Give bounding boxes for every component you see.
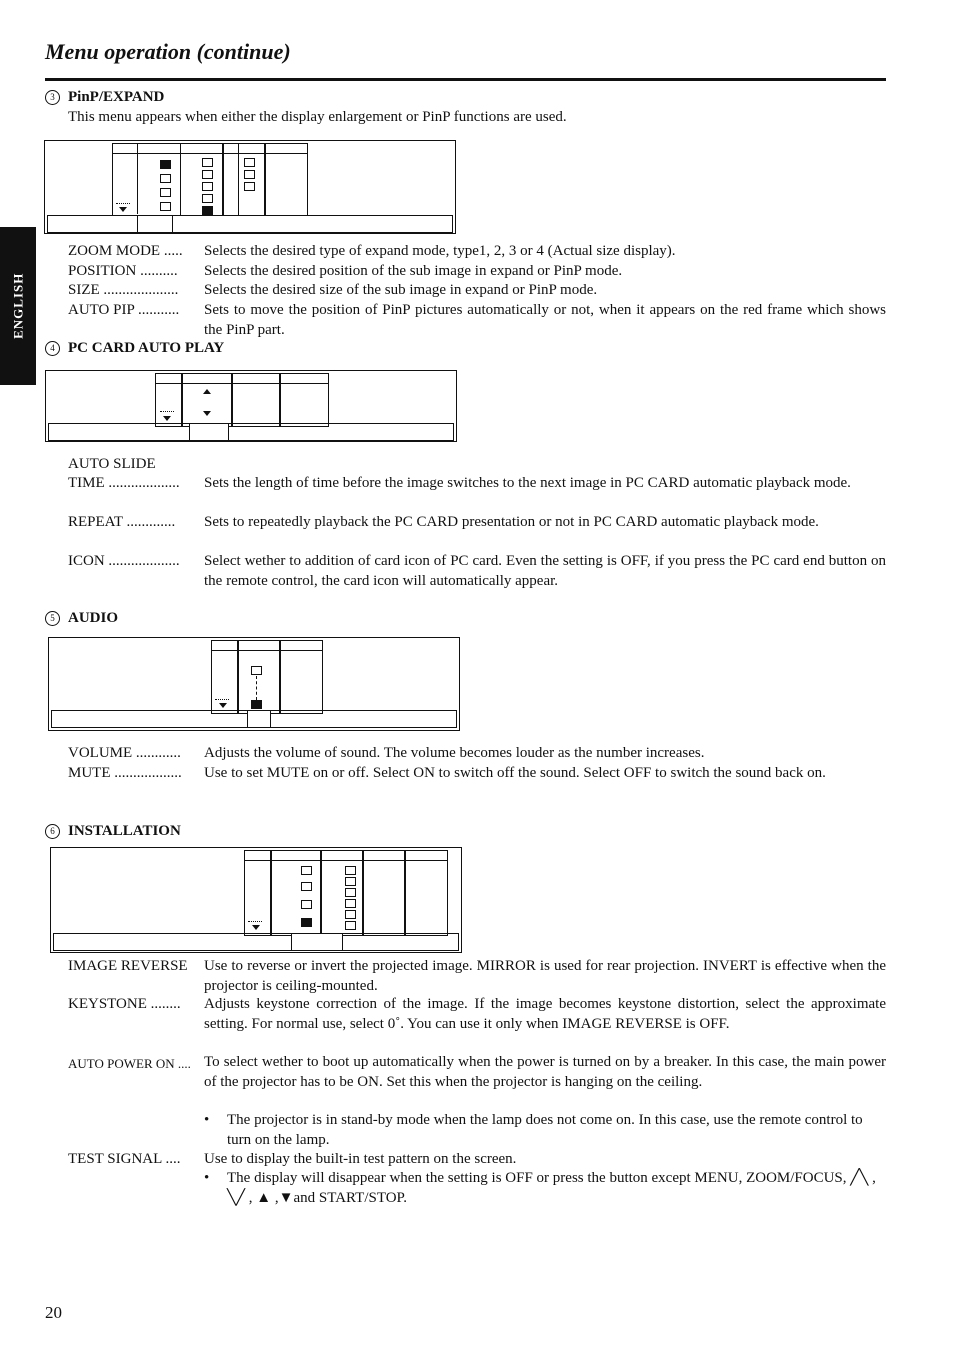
column-header-line [363,860,405,861]
term-mute: MUTE .................. [68,765,182,781]
column-header-line [182,383,232,384]
definition-icon: Select wether to addition of card icon of PC card. Even the setting is OFF, if you press the PC card end button on the remote control, the card icon will automatically appear. [204,553,886,589]
option-icon [202,206,213,215]
test-signal-icon [301,918,312,927]
section-title-text: INSTALLATION [68,823,181,839]
term-icon: ICON ................... [68,553,180,569]
term-time: TIME ................... [68,475,180,491]
column-header-line [321,860,363,861]
arrow-down-icon [163,416,171,421]
term-zoom-mode: ZOOM MODE ..... [68,243,183,259]
option-icon [244,170,255,179]
option-icon [202,182,213,191]
image-reverse-icon [301,866,312,875]
term-auto-pip: AUTO PIP ........... [68,302,180,318]
menu-tab-highlight [137,215,173,233]
term-test-signal: TEST SIGNAL .... [68,1151,181,1167]
menu-column [222,143,266,216]
zoom-mode-icon [160,160,171,169]
term-volume: VOLUME ............ [68,745,181,761]
option-icon [202,158,213,167]
audio-menu-diagram [48,637,460,731]
menu-tab-highlight [189,423,229,441]
connector-line [256,676,257,700]
mute-icon [251,700,262,709]
term-auto-slide: AUTO SLIDE [68,456,156,472]
menu-status-bar [53,933,459,951]
section-title-text: AUDIO [68,610,119,626]
definition-volume: Adjusts the volume of sound. The volume becomes louder as the number increases. [204,745,705,761]
definition-test-signal: Use to display the built-in test pattern on the screen. [204,1151,517,1167]
menu-column [270,850,322,936]
section-description: This menu appears when either the display enlargement or PinP functions are used. [68,109,567,125]
page-title: Menu operation (continue) [45,39,291,64]
term-auto-power-on: AUTO POWER ON .... [68,1056,191,1071]
definition-repeat: Sets to repeatedly playback the PC CARD presentation or not in PC CARD automatic playback mode. [204,514,819,530]
page-number: 20 [45,1303,62,1322]
column-header-line [238,650,280,651]
menu-column [231,373,281,427]
column-header-line [181,153,223,154]
option-icon [345,866,356,875]
definition-time: Sets the length of time before the image switches to the next image in PC CARD automatic playback mode. [204,475,851,491]
option-icon [345,888,356,897]
volume-icon [251,666,262,675]
definition-mute: Use to set MUTE on or off. Select ON to switch off the sound. Select OFF to switch the sound back on. [204,765,826,781]
menu-status-bar [47,215,453,233]
section-number: 5 [45,611,60,626]
menu-bar-icon [215,699,229,700]
menu-column [320,850,364,936]
term-size: SIZE .................... [68,282,179,298]
section-title-pinp-expand [45,88,164,108]
menu-bar-icon [116,203,130,204]
pc-card-menu-diagram [45,370,457,442]
column-header-line [265,153,307,154]
menu-tab-highlight [247,710,271,728]
definition-zoom-mode: Selects the desired type of expand mode, type1, 2, 3 or 4 (Actual size display). [204,243,676,259]
note-display-disappear: The display will disappear when the setting is OFF or press the button except MENU, ZOOM/FOCUS, ╱╲ , ╲╱ , ▲ ,▼and START/STOP. [227,1170,876,1206]
menu-column [181,373,233,427]
arrow-up-icon [203,389,211,394]
column-header-line [280,383,328,384]
section-title-audio [45,609,118,629]
header-rule [45,78,886,81]
term-keystone: KEYSTONE ........ [68,996,181,1012]
column-header-line [223,153,265,154]
option-icon [345,877,356,886]
menu-bar-icon [160,411,174,412]
option-icon [202,194,213,203]
bullet-mark: • [204,1170,210,1186]
definition-auto-pip: Sets to move the position of PinP pictures automatically or not, when it appears on the red frame which shows the PinP part. [204,302,886,338]
column-header-line [232,383,280,384]
bullet-mark: • [204,1112,210,1128]
divider [137,143,138,214]
section-title-pc-card [45,339,224,359]
note-lamp-standby: The projector is in stand-by mode when the lamp does not come on. In this case, use the remote control to turn on the lamp. [227,1112,863,1148]
keystone-icon [301,882,312,891]
option-icon [244,158,255,167]
menu-column [279,373,329,427]
menu-column [362,850,406,936]
definition-size: Selects the desired size of the sub image in expand or PinP mode. [204,282,598,298]
arrow-down-icon [219,703,227,708]
option-icon [345,910,356,919]
section-title-text: PinP/EXPAND [68,89,165,105]
menu-column [244,850,272,936]
section-title-installation [45,822,181,842]
section-number: 6 [45,824,60,839]
menu-tab-highlight [291,933,343,951]
section-number: 4 [45,341,60,356]
menu-column [404,850,448,936]
column-header-line [271,860,321,861]
column-header-line [212,650,238,651]
size-icon [160,188,171,197]
definition-keystone: Adjusts keystone correction of the image. If the image becomes keystone distortion, select the approximate setting. For normal use, select 0˚. You can use it only when IMAGE REVERSE is OFF. [204,996,886,1032]
option-icon [202,170,213,179]
auto-pip-icon [160,202,171,211]
option-icon [244,182,255,191]
column-header-line [280,650,322,651]
term-image-reverse: IMAGE REVERSE [68,958,188,974]
definition-image-reverse: Use to reverse or invert the projected image. MIRROR is used for rear projection. INVERT is effective when the projector is ceiling-mounted. [204,958,886,994]
pinp-expand-menu-diagram [44,140,456,234]
menu-column [264,143,308,216]
definition-position: Selects the desired position of the sub image in expand or PinP mode. [204,263,623,279]
arrow-down-icon [252,925,260,930]
option-icon [345,899,356,908]
term-repeat: REPEAT ............. [68,514,176,530]
arrow-down-icon [119,207,127,212]
column-header-line [405,860,447,861]
arrow-down-icon [203,411,211,416]
column-header-line [156,383,182,384]
section-number: 3 [45,90,60,105]
definition-auto-power-on: To select wether to boot up automatically when the power is turned on by a breaker. In this case, the main power of the projector has to be ON. Set this when the projector is hanging on the ceiling. [204,1054,886,1090]
language-tab-label: ENGLISH [10,272,26,340]
column-header-line [245,860,271,861]
language-tab [0,227,36,385]
menu-column [279,640,323,714]
section-title-text: PC CARD AUTO PLAY [68,340,225,356]
option-icon [345,921,356,930]
installation-menu-diagram [50,847,462,953]
position-icon [160,174,171,183]
auto-power-on-icon [301,900,312,909]
term-position: POSITION .......... [68,263,178,279]
menu-status-bar [48,423,454,441]
menu-bar-icon [248,921,262,922]
